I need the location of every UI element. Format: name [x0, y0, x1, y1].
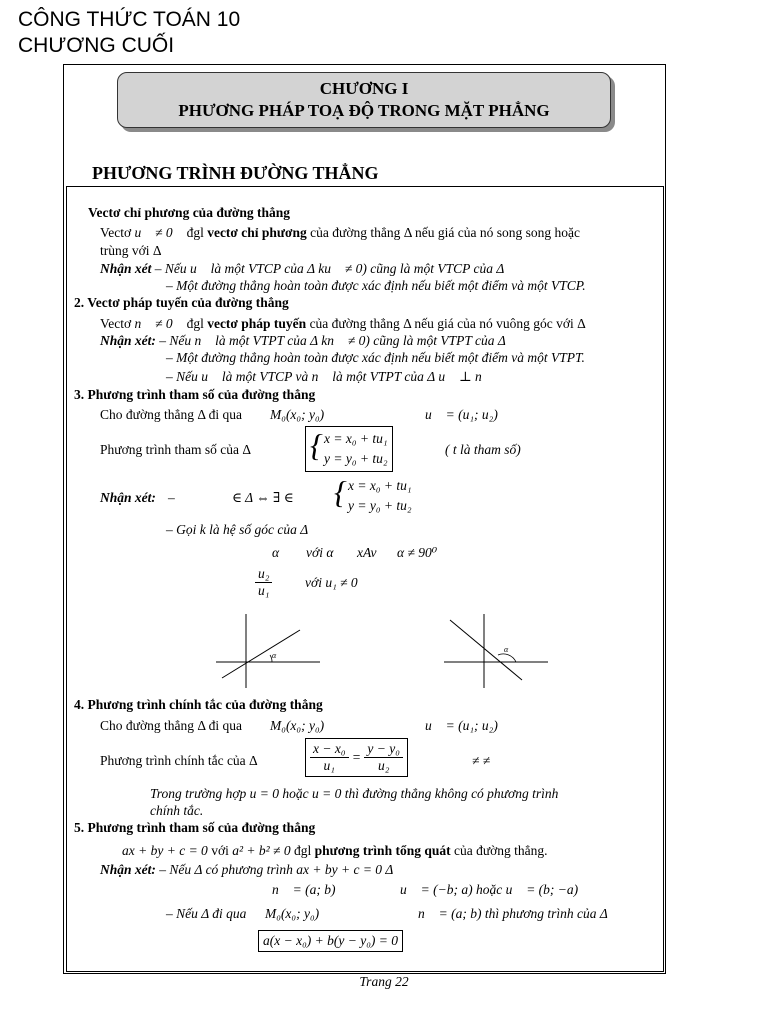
- chapter-title: PHƯƠNG PHÁP TOẠ ĐỘ TRONG MẶT PHẲNG: [178, 101, 550, 120]
- s3-eq-1: x = x₀ + tu₁: [324, 431, 388, 446]
- s2-heading: 2. Vectơ pháp tuyến của đường thẳng: [74, 295, 289, 310]
- s2-note-1: [100, 333, 506, 349]
- s4-vector: u⃗ = (u₁; u₂): [425, 718, 498, 733]
- s5-eq: ax + by + c = 0: [122, 843, 208, 858]
- s4-note-1: Trong trường hợp u = 0 hoặc u = 0 thì đường thẳng không có phương trình: [150, 786, 559, 801]
- s3-given: Cho đường thẳng Δ đi qua: [100, 407, 243, 422]
- s4-canonical-eq: $\frac{\text{x − x₀}}{\text{u₁}}$ = $\frac{\text{y − y₀}}{\text{u₂}}$: [305, 738, 408, 777]
- s2-note-3: – Nếu u⃗ là một VTCP và n⃗ là một VTPT của Δ u⃗ ⊥ n⃗: [166, 369, 493, 384]
- s1-def-math: u⃗ ≠ 0⃗: [134, 225, 184, 240]
- s1-heading: Vectơ chỉ phương của đường thẳng: [88, 205, 291, 220]
- s3-note-math: ∈ Δ ⇔ ∃ ∈: [232, 490, 294, 505]
- header-line-1: CÔNG THỨC TOÁN 10: [18, 8, 241, 31]
- s3-point: M₀(x₀; y₀): [270, 407, 325, 422]
- s1-def-bold: vectơ chỉ phương: [207, 225, 307, 240]
- s4-den-1: u₁: [323, 758, 335, 773]
- s2-definition: [100, 316, 586, 332]
- s4-den-2: u₂: [377, 758, 390, 773]
- s3-note-dash: –: [168, 490, 175, 505]
- s3-param-note: ( t là tham số): [445, 442, 521, 457]
- s3-alpha-angle: xAv: [357, 545, 377, 560]
- graph-1-alpha: α: [272, 651, 277, 660]
- s3-alpha-cond: α ≠ 90⁰: [397, 545, 438, 560]
- s5-note-2-point: M₀(x₀; y₀): [265, 906, 320, 921]
- s3-param-system: { x = x₀ + tu₁ y = y₀ + tu₂: [305, 426, 393, 472]
- s2-def-mid: đgl: [186, 316, 204, 331]
- s3-frac: [255, 566, 272, 599]
- s5-note-1-text: – Nếu Δ có phương trình ax + by + c = 0 Δ: [159, 862, 394, 877]
- graph-negative-slope: [440, 610, 552, 692]
- s5-bold: phương trình tổng quát: [314, 843, 451, 858]
- s4-point: M₀(x₀; y₀): [270, 718, 325, 733]
- s3-note-label: Nhận xét:: [100, 490, 156, 505]
- s5-definition: [122, 843, 548, 859]
- s5-cond: a² + b² ≠ 0: [232, 843, 291, 858]
- s3-note-eq-1: x = x₀ + tu₁: [348, 478, 412, 493]
- s5-tail: của đường thẳng.: [453, 843, 548, 858]
- s2-def-bold: vectơ pháp tuyến: [207, 316, 307, 331]
- s5-note-2-post: n⃗ = (a; b) thì phương trình của Δ: [418, 906, 608, 921]
- header-line-2: CHƯƠNG CUỐI: [18, 34, 175, 57]
- s5-n-vector: n⃗ = (a; b): [272, 882, 336, 897]
- s5-final-eq: a(x − x₀) + b(y − y₀) = 0: [258, 930, 403, 952]
- s1-definition: [100, 225, 580, 241]
- s3-note-system: { x = x₀ + tu₁ y = y₀ + tu₂: [334, 476, 412, 516]
- s1-note-1: [100, 261, 504, 277]
- s1-note-1-text: – Nếu u⃗ là một VTCP của Δ ku⃗ ≠ 0) cũng là một VTCP của Δ: [154, 261, 505, 276]
- s5-note-2-pre: – Nếu Δ đi qua: [166, 906, 247, 921]
- s5-with: với: [211, 843, 229, 858]
- chapter-banner: [117, 72, 611, 128]
- s2-def-math: n⃗ ≠ 0⃗: [134, 316, 184, 331]
- s4-note-2: chính tắc.: [150, 803, 204, 818]
- s3-alpha: α: [272, 545, 280, 560]
- s1-def-mid: đgl: [186, 225, 204, 240]
- s4-num-1: x − x₀: [310, 741, 349, 758]
- s3-eq-2: y = y₀ + tu₂: [324, 451, 388, 466]
- s4-heading: 4. Phương trình chính tắc của đường thẳng: [74, 697, 323, 712]
- s5-u-vector: u⃗ = (−b; a) hoặc u⃗ = (b; −a): [400, 882, 579, 897]
- s2-note-1-text: – Nếu n⃗ là một VTPT của Δ kn⃗ ≠ 0) cũng là một VTPT của Δ: [159, 333, 506, 348]
- s3-eq-label: Phương trình tham số của Δ: [100, 442, 251, 457]
- s5-dgl: đgl: [293, 843, 312, 858]
- s1-def-pre: Vectơ: [100, 225, 132, 240]
- s2-note-label: Nhận xét:: [100, 333, 156, 348]
- s3-vector: u⃗ = (u₁; u₂): [425, 407, 498, 422]
- s2-def-pre: Vectơ: [100, 316, 132, 331]
- s3-heading: 3. Phương trình tham số của đường thẳng: [74, 387, 316, 402]
- s5-note-label: Nhận xét:: [100, 862, 156, 877]
- graph-2-alpha: α: [504, 645, 509, 654]
- s2-def-post: của đường thẳng Δ nếu giá của nó vuông góc với Δ: [309, 316, 586, 331]
- s3-slope-note: – Gọi k là hệ số góc của Δ: [166, 522, 309, 537]
- s3-frac-den: u₁: [258, 583, 270, 598]
- s4-eq-label: Phương trình chính tắc của Δ: [100, 753, 258, 768]
- s4-num-2: y − y₀: [364, 741, 403, 758]
- s3-frac-num: u₂: [255, 566, 272, 583]
- s1-def-line2: trùng với Δ: [100, 243, 162, 258]
- section-title: PHƯƠNG TRÌNH ĐƯỜNG THẲNG: [92, 163, 379, 183]
- s2-note-2: – Một đường thẳng hoàn toàn được xác định nếu biết một điểm và một VTPT.: [166, 350, 585, 365]
- graph-positive-slope: [212, 610, 324, 692]
- s3-note-eq-2: y = y₀ + tu₂: [348, 498, 412, 513]
- s3-frac-cond: với u₁ ≠ 0: [305, 575, 358, 590]
- s1-def-post: của đường thẳng Δ nếu giá của nó song song hoặc: [310, 225, 580, 240]
- s1-note-2: – Một đường thẳng hoàn toàn được xác định nếu biết một điểm và một VTCP.: [166, 278, 586, 293]
- s3-alpha-with: với α: [306, 545, 334, 560]
- s4-given: Cho đường thẳng Δ đi qua: [100, 718, 243, 733]
- s5-note-1: [100, 862, 393, 878]
- page-number: Trang 22: [359, 974, 409, 989]
- s5-heading: 5. Phương trình tham số của đường thẳng: [74, 820, 316, 835]
- s4-cond: ≠ ≠: [472, 753, 491, 768]
- chapter-number: CHƯƠNG I: [319, 79, 409, 98]
- s1-note-label: Nhận xét: [100, 261, 152, 276]
